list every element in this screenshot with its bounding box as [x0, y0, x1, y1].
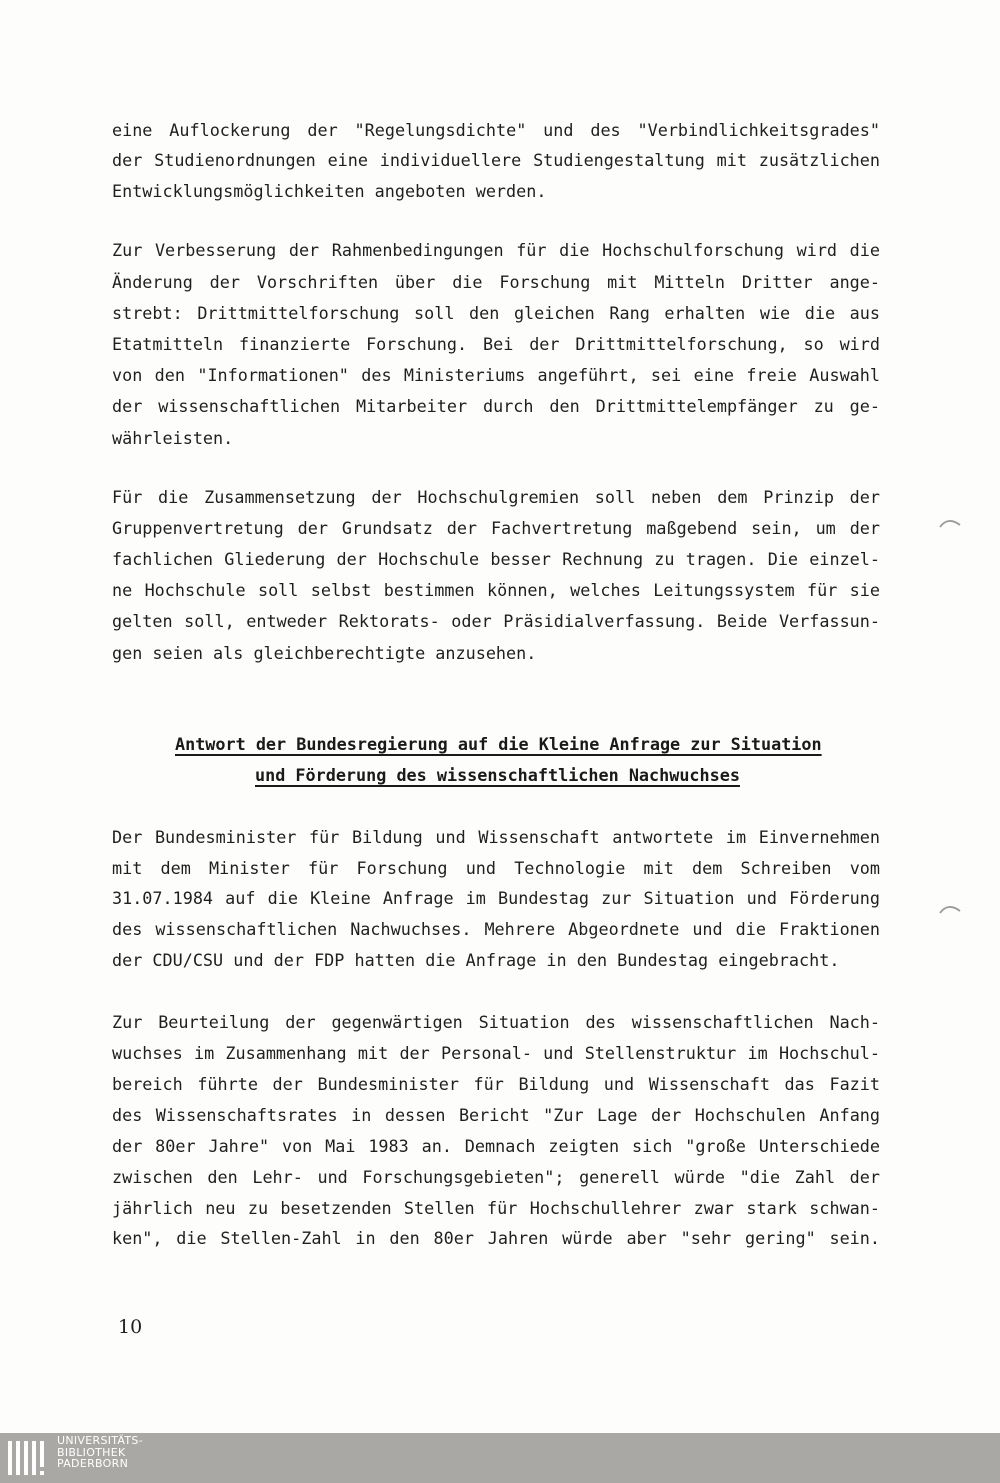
text-line: eine Auflockerung der "Regelungsdichte" und des "Verbindlichkeitsgrades" — [112, 120, 880, 140]
library-name-line-3: PADERBORN — [57, 1457, 129, 1470]
library-name — [57, 1435, 143, 1470]
text-line: ken", die Stellen-Zahl in den 80er Jahren würde aber "sehr gering" sein. — [112, 1228, 880, 1248]
text-line: Etatmitteln finanzierte Forschung. Bei der Drittmittelforschung, so wird — [112, 334, 880, 354]
text-line: Gruppenvertretung der Grundsatz der Fachvertretung maßgebend sein, um der — [112, 518, 880, 538]
library-name-line-2: BIBLIOTHEK — [57, 1445, 126, 1459]
text-line: strebt: Drittmittelforschung soll den gleichen Rang erhalten wie die aus — [112, 303, 880, 323]
page-number: 10 — [118, 1316, 143, 1338]
text-line: bereich führte der Bundesminister für Bildung und Wissenschaft das Fazit — [112, 1074, 880, 1094]
text-line: ne Hochschule soll selbst bestimmen können, welches Leitungssystem für sie — [112, 580, 880, 600]
text-line: jährlich neu zu besetzenden Stellen für Hochschullehrer zwar stark schwan- — [112, 1198, 880, 1218]
text-line: 31.07.1984 auf die Kleine Anfrage im Bundestag zur Situation und Förderung — [112, 888, 880, 908]
punch-hole-mark-icon — [938, 514, 962, 528]
library-name-line-1: UNIVERSITÄTS- — [57, 1434, 143, 1447]
text-line: mit dem Minister für Forschung und Technologie mit dem Schreiben vom — [112, 858, 880, 878]
text-line: Zur Beurteilung der gegenwärtigen Situation des wissenschaftlichen Nach- — [112, 1012, 880, 1032]
heading-line-1: Antwort der Bundesregierung auf die Kleine Anfrage zur Situation — [175, 734, 822, 754]
text-line: Änderung der Vorschriften über die Forschung mit Mitteln Dritter ange- — [112, 272, 880, 292]
text-line: der Studienordnungen eine individuellere Studiengestaltung mit zusätzlichen — [112, 150, 880, 170]
text-line: des Wissenschaftsrates in dessen Bericht "Zur Lage der Hochschulen Anfang — [112, 1105, 880, 1125]
punch-hole-mark-icon — [938, 900, 962, 914]
library-footer-bar — [0, 1433, 1000, 1483]
text-line: wuchses im Zusammenhang mit der Personal- und Stellenstruktur im Hochschul- — [112, 1043, 880, 1063]
text-line: währleisten. — [112, 428, 234, 448]
text-line: fachlichen Gliederung der Hochschule besser Rechnung zu tragen. Die einzel- — [112, 549, 880, 569]
text-line: Der Bundesminister für Bildung und Wissenschaft antwortete im Einvernehmen — [112, 827, 880, 847]
text-line: Zur Verbesserung der Rahmenbedingungen für die Hochschulforschung wird die — [112, 240, 880, 260]
text-line: von den "Informationen" des Ministeriums angeführt, sei eine freie Auswahl — [112, 365, 880, 385]
text-line: gen seien als gleichberechtigte anzusehen. — [112, 643, 537, 663]
text-line: gelten soll, entweder Rektorats- oder Präsidialverfassung. Beide Verfassun- — [112, 611, 880, 631]
library-logo-icon — [6, 1435, 52, 1481]
text-line: Für die Zusammensetzung der Hochschulgremien soll neben dem Prinzip der — [112, 487, 880, 507]
text-line: der CDU/CSU und der FDP hatten die Anfrage in den Bundestag eingebracht. — [112, 950, 840, 970]
text-line: der wissenschaftlichen Mitarbeiter durch den Drittmittelempfänger zu ge- — [112, 396, 880, 416]
text-line: Entwicklungsmöglichkeiten angeboten werden. — [112, 181, 547, 201]
heading-line-2: und Förderung des wissenschaftlichen Nachwuchses — [255, 765, 740, 785]
text-line: des wissenschaftlichen Nachwuchses. Mehrere Abgeordnete und die Fraktionen — [112, 919, 880, 939]
text-line: zwischen den Lehr- und Forschungsgebieten"; generell würde "die Zahl der — [112, 1167, 880, 1187]
text-line: der 80er Jahre" von Mai 1983 an. Demnach zeigten sich "große Unterschiede — [112, 1136, 880, 1156]
